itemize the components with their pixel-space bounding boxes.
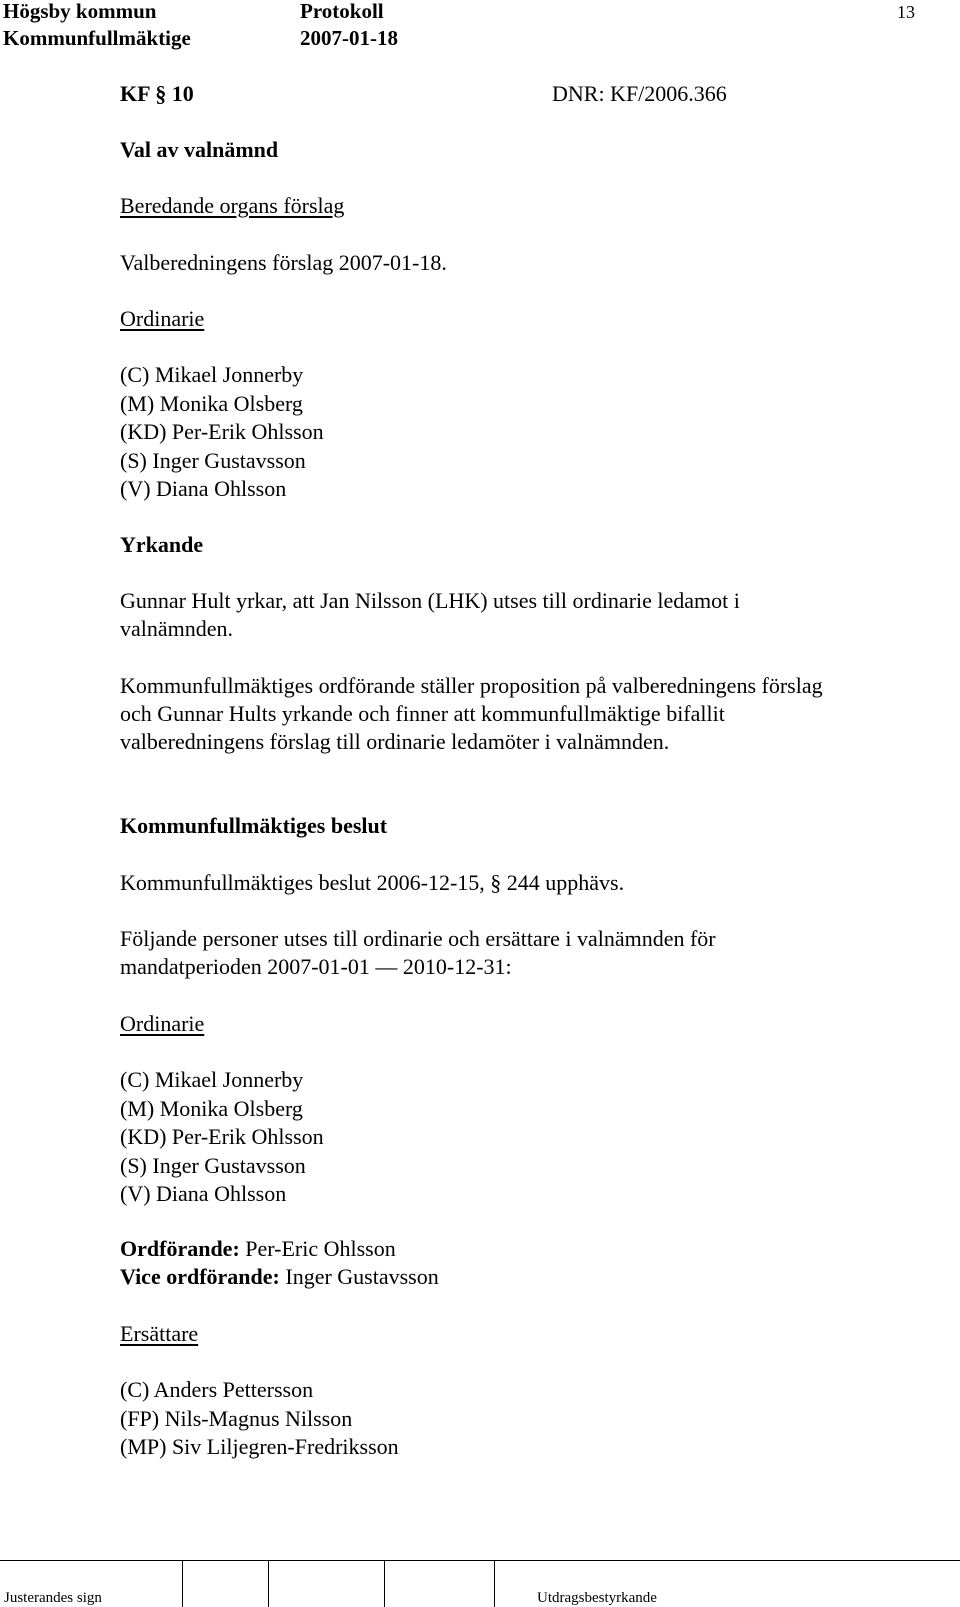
yrkande-proposition: Kommunfullmäktiges ordförande ställer proposition på valberedningens förslag och Gunnar Hults yrkande och finner att kommunfullmäktige bifallit valberedningens förslag till ordinarie ledamöter i valnämnden.: [120, 673, 823, 754]
chair-label: Ordförande:: [120, 1236, 240, 1261]
list-item: (S) Inger Gustavsson: [120, 1152, 306, 1178]
footer-sign-box-2: [268, 1560, 269, 1607]
footer-sign-box-1: [182, 1560, 183, 1607]
header-org: Högsby kommun: [3, 0, 157, 23]
header-body-name: Kommunfullmäktige: [3, 26, 191, 50]
beslut-text: Kommunfullmäktiges beslut 2006-12-15, § 244 upphävs.: [120, 870, 625, 895]
chair-name: Per-Eric Ohlsson: [245, 1236, 396, 1261]
chair-line: [120, 1235, 396, 1263]
list-item: (KD) Per-Erik Ohlsson: [120, 419, 324, 444]
yrkande-text: Gunnar Hult yrkar, att Jan Nilsson (LHK) utses till ordinarie ledamot i valnämnden.: [120, 588, 740, 641]
proposal-ordinarie-list: [120, 361, 324, 504]
proposal-ordinarie-heading: Ordinarie: [120, 306, 205, 331]
footer-sign-box-3: [384, 1560, 385, 1607]
ersattare-list: [120, 1376, 399, 1462]
header-doc-type: Protokoll: [300, 0, 384, 23]
list-item: (V) Diana Ohlsson: [120, 476, 287, 501]
yrkande-heading: Yrkande: [120, 532, 204, 557]
case-id: KF § 10: [120, 81, 194, 106]
case-dnr: DNR: KF/2006.366: [552, 81, 727, 106]
list-item: (S) Inger Gustavsson: [120, 447, 306, 473]
footer-sign-box-4: [494, 1560, 495, 1607]
list-item: (M) Monika Olsberg: [120, 390, 303, 416]
footer-utdragsbestyrkande: Utdragsbestyrkande: [537, 1590, 657, 1606]
list-item: (C) Mikael Jonnerby: [120, 362, 304, 387]
beslut-ordinarie-heading: Ordinarie: [120, 1011, 205, 1036]
beslut-heading: Kommunfullmäktiges beslut: [120, 813, 388, 838]
list-item: (C) Mikael Jonnerby: [120, 1067, 304, 1092]
vice-chair-label: Vice ordförande:: [120, 1264, 280, 1289]
list-item: (M) Monika Olsberg: [120, 1095, 303, 1121]
header-date: 2007-01-18: [300, 26, 398, 50]
footer-divider: [0, 1560, 960, 1561]
case-title: Val av valnämnd: [120, 137, 279, 162]
proposal-text: Valberedningens förslag 2007-01-18.: [120, 250, 447, 275]
vice-chair-name: Inger Gustavsson: [285, 1264, 439, 1289]
list-item: (FP) Nils-Magnus Nilsson: [120, 1405, 353, 1431]
ersattare-heading: Ersättare: [120, 1321, 199, 1346]
proposal-heading: Beredande organs förslag: [120, 193, 345, 218]
footer-justerandes-sign: Justerandes sign: [4, 1590, 102, 1606]
list-item: (C) Anders Pettersson: [120, 1377, 314, 1402]
vice-chair-line: [120, 1263, 439, 1291]
beslut-following: Följande personer utses till ordinarie och ersättare i valnämnden för mandatperioden 2007-01-01 — 2010-12-31:: [120, 926, 716, 979]
beslut-ordinarie-list: [120, 1066, 324, 1209]
page-number: 13: [897, 2, 915, 22]
list-item: (V) Diana Ohlsson: [120, 1181, 287, 1206]
list-item: (MP) Siv Liljegren-Fredriksson: [120, 1434, 399, 1459]
list-item: (KD) Per-Erik Ohlsson: [120, 1124, 324, 1149]
